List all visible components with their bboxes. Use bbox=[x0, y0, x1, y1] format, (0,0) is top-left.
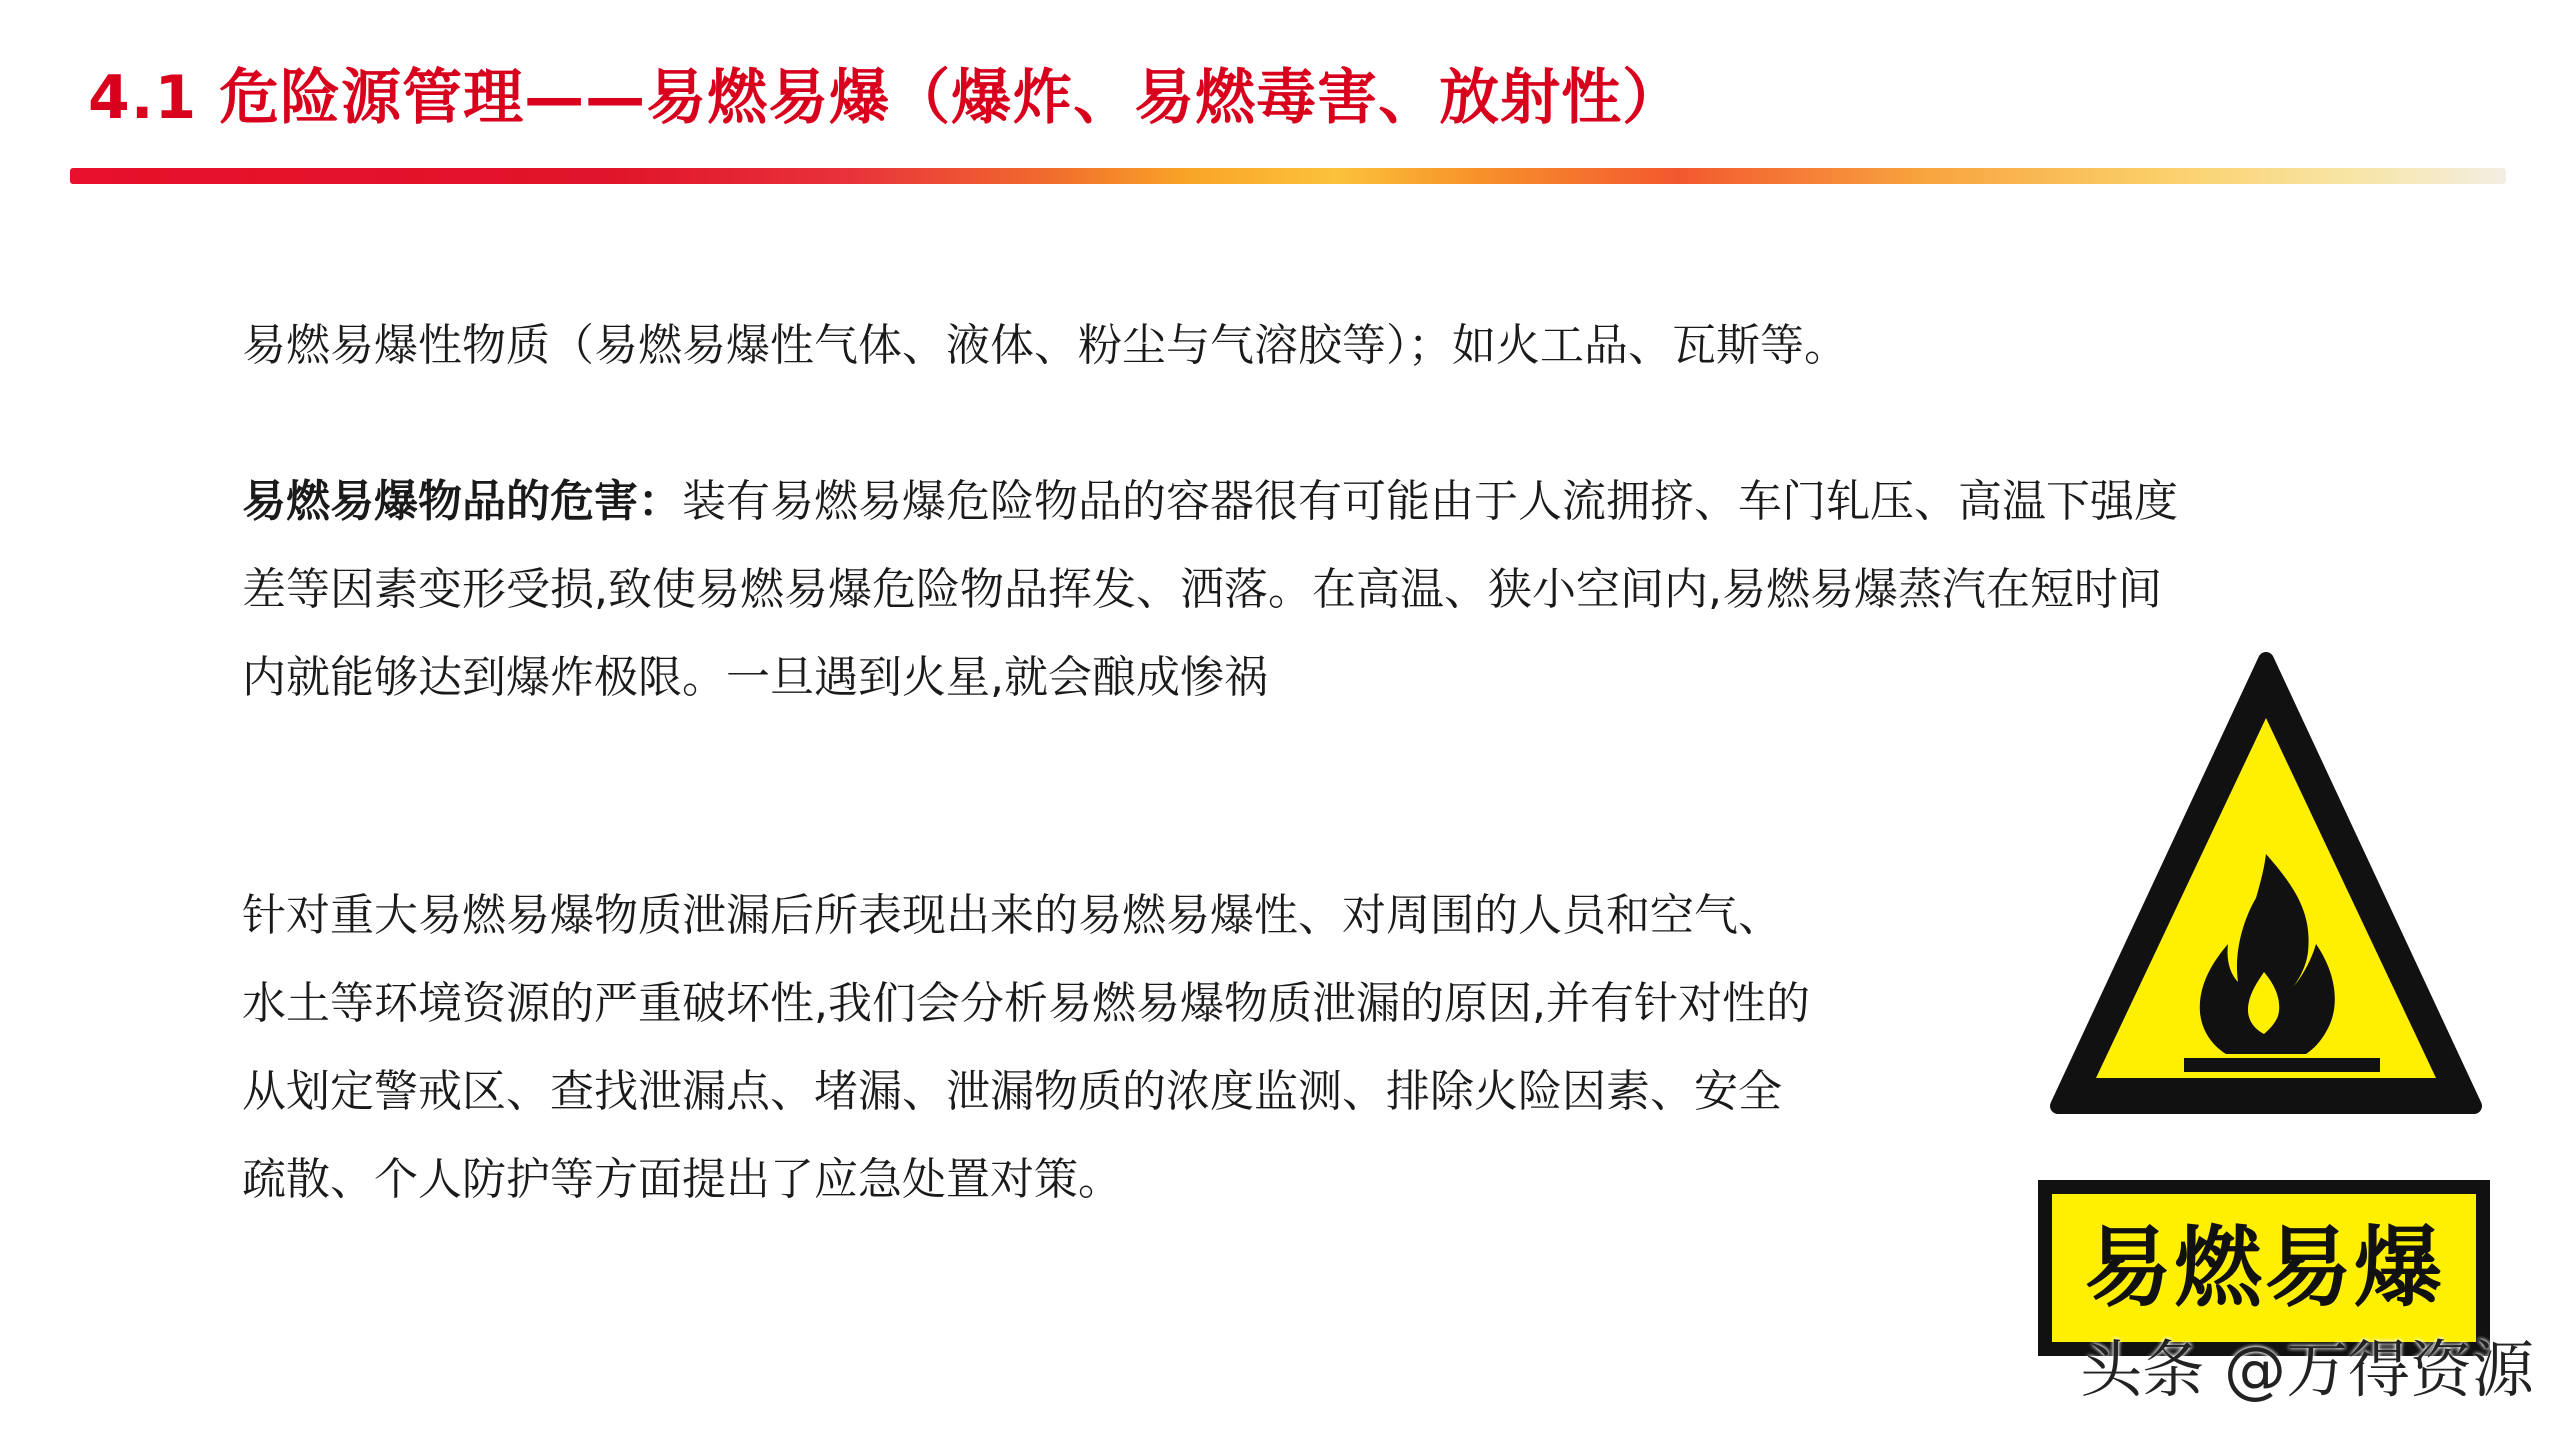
paragraph-line: 从划定警戒区、查找泄漏点、堵漏、泄漏物质的浓度监测、排除火险因素、安全 bbox=[242, 1066, 1782, 1117]
paragraph-line: 水土等环境资源的严重破坏性,我们会分析易燃易爆物质泄漏的原因,并有针对性的 bbox=[242, 978, 1810, 1029]
hazard-label-text: 易燃易爆 bbox=[2052, 1194, 2476, 1342]
hazards-lead-label: 易燃易爆物品的危害： bbox=[242, 476, 682, 527]
watermark: 头条 @万得资源 bbox=[2080, 1333, 2534, 1406]
hazards-line-1: 装有易燃易爆危险物品的容器很有可能由于人流拥挤、车门轧压、高温下强度 bbox=[682, 476, 2178, 527]
title-underline-bar bbox=[70, 168, 2506, 184]
slide-title: 4.1 危险源管理——易燃易爆（爆炸、易燃毒害、放射性） bbox=[88, 63, 1684, 133]
paragraph-response bbox=[242, 872, 1810, 1224]
paragraph-substances bbox=[242, 302, 1848, 390]
paragraph-hazards bbox=[242, 458, 2178, 722]
flammable-warning-icon bbox=[2050, 652, 2482, 1118]
paragraph-line: 易燃易爆性物质（易燃易爆性气体、液体、粉尘与气溶胶等）；如火工品、瓦斯等。 bbox=[242, 320, 1848, 371]
paragraph-line bbox=[242, 458, 2178, 546]
paragraph-line: 疏散、个人防护等方面提出了应急处置对策。 bbox=[242, 1154, 1122, 1205]
paragraph-line: 内就能够达到爆炸极限。一旦遇到火星,就会酿成惨祸 bbox=[242, 652, 1268, 703]
paragraph-line: 差等因素变形受损,致使易燃易爆危险物品挥发、洒落。在高温、狭小空间内,易燃易爆蒸汽在短时间 bbox=[242, 564, 2162, 615]
paragraph-line: 针对重大易燃易爆物质泄漏后所表现出来的易燃易爆性、对周围的人员和空气、 bbox=[242, 890, 1782, 941]
